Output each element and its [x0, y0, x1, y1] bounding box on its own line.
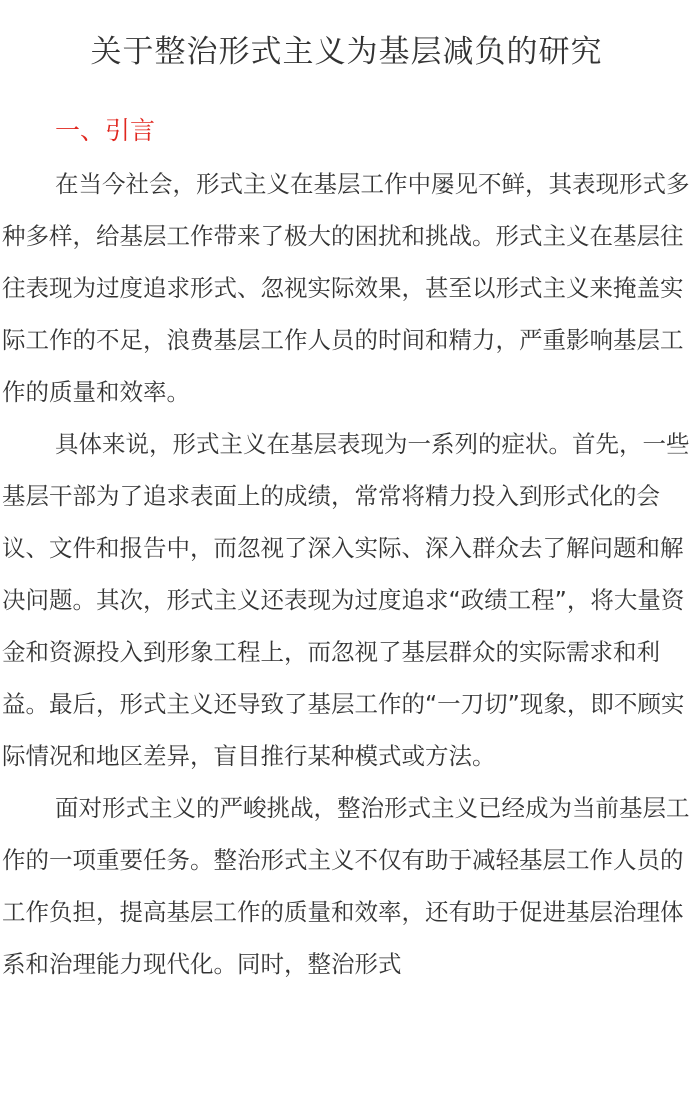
paragraph-2: 具体来说，形式主义在基层表现为一系列的症状。首先，一些基层干部为了追求表面上的成绩，常常将精力投入到形式化的会议、文件和报告中，而忽视了深入实际、深入群众去了解问题和解决问题。其次，形式主义还表现为过度追求“政绩工程”，将大量资金和资源投入到形象工程上，而忽视了基层群众的实际需求和利益。最后，形式主义还导致了基层工作的“一刀切”现象，即不顾实际情况和地区差异，盲目推行某种模式或方法。: [2, 430, 690, 770]
section-heading-introduction: 一、引言: [55, 116, 156, 145]
document-body: [2, 158, 693, 990]
paragraph-3: 面对形式主义的严峻挑战，整治形式主义已经成为当前基层工作的一项重要任务。整治形式主义不仅有助于减轻基层工作人员的工作负担，提高基层工作的质量和效率，还有助于促进基层治理体系和治理能力现代化。同时，整治形式: [2, 794, 690, 978]
paragraph-1: 在当今社会，形式主义在基层工作中屡见不鲜，其表现形式多种多样，给基层工作带来了极大的困扰和挑战。形式主义在基层往往表现为过度追求形式、忽视实际效果，甚至以形式主义来掩盖实际工作的不足，浪费基层工作人员的时间和精力，严重影响基层工作的质量和效率。: [2, 170, 690, 406]
document-title: 关于整治形式主义为基层减负的研究: [90, 34, 603, 70]
